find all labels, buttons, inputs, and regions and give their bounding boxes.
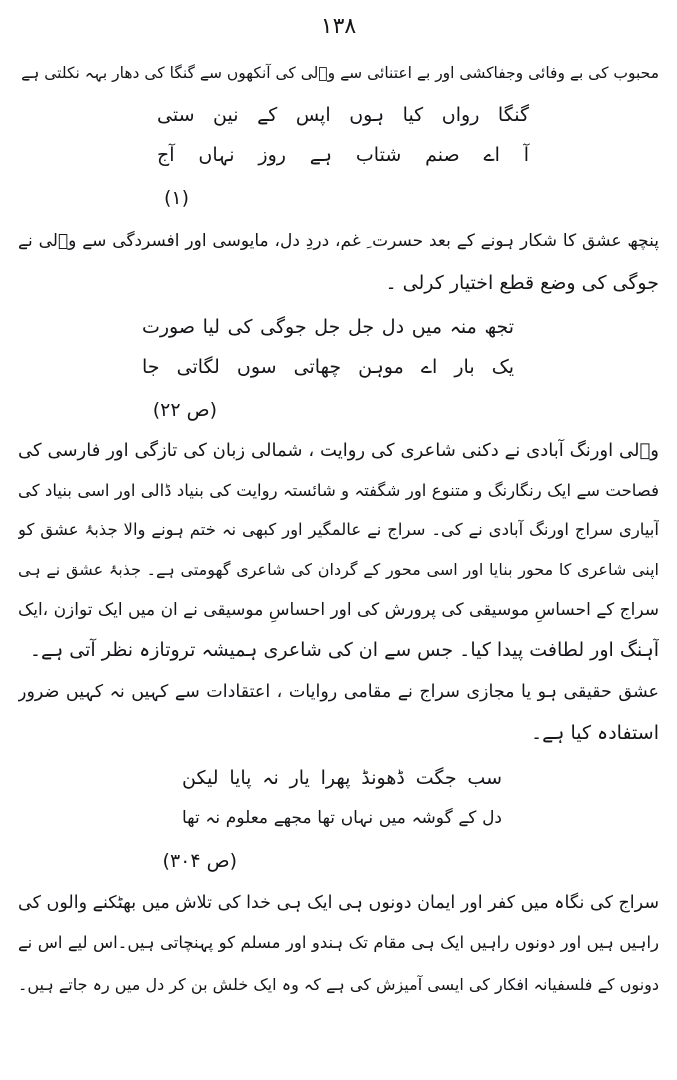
verse-line: آ اے صنم شتاب ہے روز نہاں آج [157,144,529,166]
paragraph-line: محبوب کی بے وفائی وجفاکشی اور بے اعتنائی سے وؔلی کی آنکھوں سے گنگا کی دھار بہہ نکلتی ہے [21,64,659,82]
paragraph-line: راہیں ہیں اور دونوں راہیں ایک ہی مقام تک ہندو اور مسلم کو پہنچاتی ہیں۔اس لیے اس نے [18,933,659,952]
verse-line: تجھ منہ میں دل جل جل جوگی کی لیا صورت [142,316,514,338]
paragraph-line: پنچھ عشق کا شکار ہونے کے بعد حسرت ِ غم، دردِ دل، مایوسی اور افسردگی سے وؔلی نے [18,231,659,251]
page-reference: (ص ۳۰۴) [162,850,237,872]
paragraph-line: فصاحت سے ایک رنگارنگ و متنوع اور شگفتہ و شائستہ روایت کی بنیاد ڈالی اور اسی بنیاد کی [18,481,659,500]
footnote-reference: (۱) [163,187,189,209]
paragraph-line: آہنگ اور لطافت پیدا کیا۔ جس سے ان کی شاعری ہمیشہ تروتازہ نظر آتی ہے۔ [29,639,659,661]
paragraph-line: سراج کے احساسِ موسیقی کی پرورش کی اور احساسِ موسیقی نے ان میں ایک توازن ،ایک [18,600,659,620]
verse-line: گنگا رواں کیا ہوں اپس کے نین ستی [157,104,529,126]
page-reference: (ص ۲۲) [152,399,217,421]
verse-line: سب جگت ڈھونڈ پھرا یار نہ پایا لیکن [182,767,502,789]
page-number: ۱۳۸ [320,14,357,39]
paragraph-line: دونوں کے فلسفیانہ افکار کی ایسی آمیزش کی ہے کہ وہ ایک خلش بن کر دل میں رہ جاتے ہیں۔ [18,975,659,994]
paragraph-line: اپنی شاعری کا محور بنایا اور اسی محور کے گردان کی شاعری گھومتی ہے۔ جذبۂ عشق نے ہی [18,560,659,579]
paragraph-line: عشق حقیقی ہو یا مجازی سراج نے مقامی روایات ، اعتقادات سے کہیں نہ کہیں ضرور [18,682,659,702]
verse-line: دل کے گوشہ میں نہاں تھا مجھے معلوم نہ تھا [182,808,502,828]
paragraph-line: سراج کی نگاہ میں کفر اور ایمان دونوں ہی ایک ہی خدا کی تلاش میں بھٹکنے والوں کی [18,893,659,913]
paragraph-line: جوگی کی وضع قطع اختیار کرلی ۔ [385,272,659,294]
paragraph-line: وؔلی اورنگ آبادی نے دکنی شاعری کی روایت ، شمالی زبان کی تازگی اور فارسی کی [18,440,659,461]
paragraph-line: آبیاری سراج اورنگ آبادی نے کی۔ سراج نے عالمگیر اور کبھی نہ ختم ہونے والا جذبۂ عشق کو [18,520,659,539]
verse-line: یک بار اے موہن چھاتی سوں لگاتی جا [142,356,514,378]
paragraph-line: استفادہ کیا ہے۔ [531,722,659,744]
